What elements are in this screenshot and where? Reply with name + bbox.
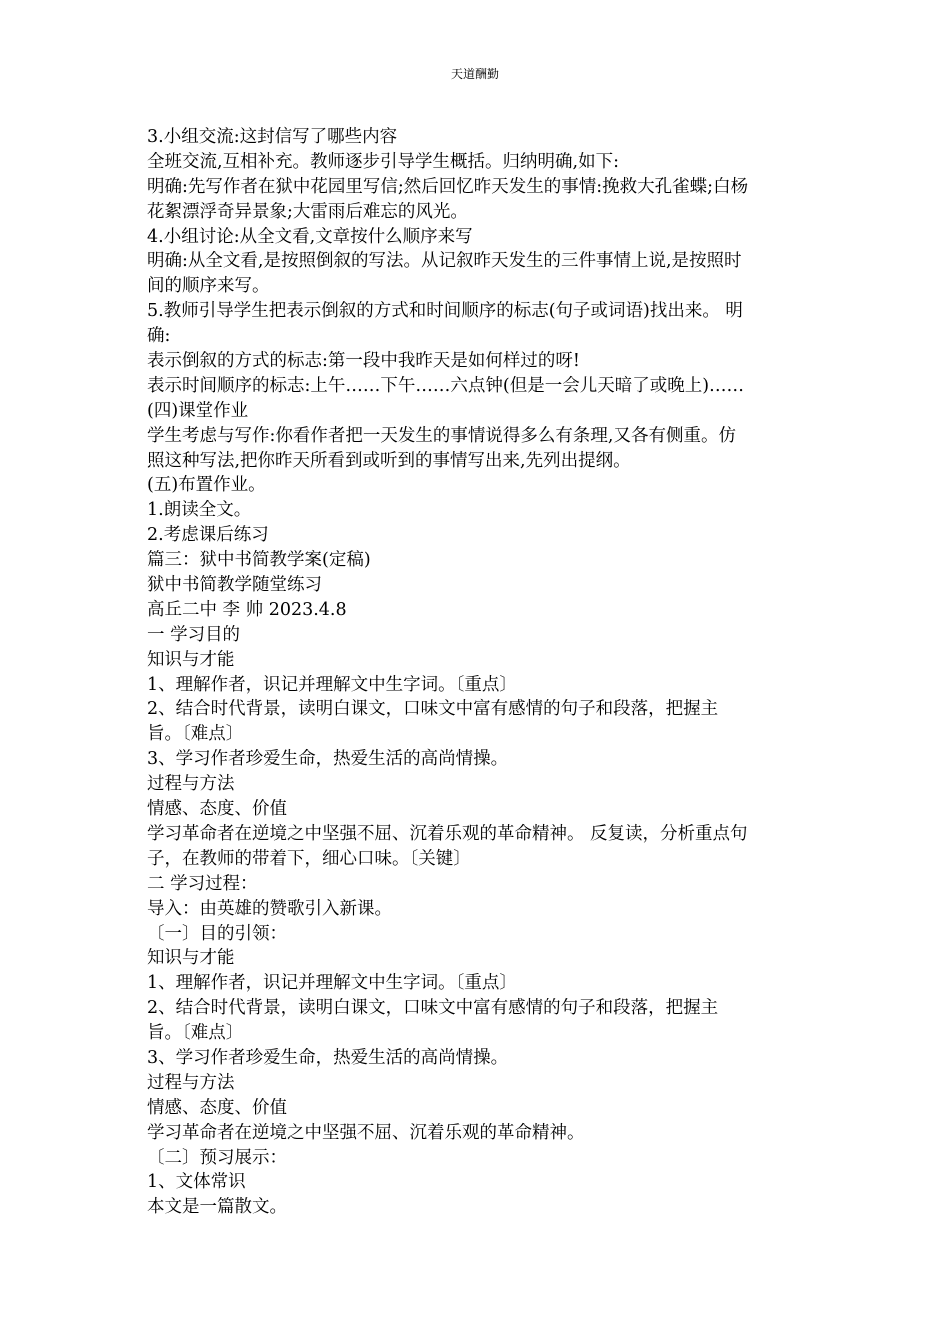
text-line: 学习革命者在逆境之中坚强不屈、沉着乐观的革命精神。 反复读，分析重点句 <box>147 823 748 844</box>
article-title: 篇三：狱中书简教学案(定稿) <box>147 550 371 571</box>
document-body <box>147 125 807 1220</box>
text-line: 本文是一篇散文。 <box>147 1197 287 1218</box>
author-line: 高丘二中 李 帅 2023.4.8 <box>147 599 347 620</box>
text-line: 知识与才能 <box>147 948 235 969</box>
section-heading: 一 学习目的 <box>147 624 241 645</box>
text-line: 旨。〔难点〕 <box>147 1023 244 1044</box>
text-line: 1.朗读全文。 <box>147 500 252 521</box>
section-heading: (四)课堂作业 <box>147 400 249 421</box>
text-line: 1、理解作者，识记并理解文中生字词。〔重点〕 <box>147 674 517 695</box>
text-line: 过程与方法 <box>147 1072 235 1093</box>
text-line: 表示时间顺序的标志:上午……下午……六点钟(但是一会儿天暗了或晚上)…… <box>147 375 745 396</box>
text-line: 学生考虑与写作:你看作者把一天发生的事情说得多么有条理,又各有侧重。仿 <box>147 425 736 446</box>
text-line: 表示倒叙的方式的标志:第一段中我昨天是如何样过的呀! <box>147 351 580 372</box>
text-line: 照这种写法,把你昨天所看到或听到的事情写出来,先列出提纲。 <box>147 450 631 471</box>
text-line: 全班交流,互相补充。教师逐步引导学生概括。归纳明确,如下: <box>147 151 620 172</box>
text-line: 5.教师引导学生把表示倒叙的方式和时间顺序的标志(句子或词语)找出来。 明 <box>147 301 743 322</box>
text-line: 3、学习作者珍爱生命，热爱生活的高尚情操。 <box>147 1047 509 1068</box>
text-line: 1、理解作者，识记并理解文中生字词。〔重点〕 <box>147 973 517 994</box>
text-line: 3、学习作者珍爱生命，热爱生活的高尚情操。 <box>147 749 509 770</box>
section-heading: 〔二〕预习展示： <box>147 1147 287 1168</box>
page-header: 天道酬勤 <box>450 67 499 81</box>
text-line: 花絮漂浮奇异景象;大雷雨后难忘的风光。 <box>147 201 468 222</box>
section-heading: 〔一〕目的引领： <box>147 923 287 944</box>
text-line: 2、结合时代背景，读明白课文，口味文中富有感情的句子和段落，把握主 <box>147 998 719 1019</box>
text-line: 确: <box>147 326 171 347</box>
text-line: 过程与方法 <box>147 774 235 795</box>
section-heading: (五)布置作业。 <box>147 475 266 496</box>
text-line: 情感、态度、价值 <box>147 799 287 820</box>
text-line: 明确:先写作者在狱中花园里写信;然后回忆昨天发生的事情:挽救大孔雀蝶;白杨 <box>147 176 749 197</box>
text-line: 知识与才能 <box>147 649 235 670</box>
text-line: 导入：由英雄的赞歌引入新课。 <box>147 898 392 919</box>
section-heading: 二 学习过程： <box>147 873 258 894</box>
article-subtitle: 狱中书简教学随堂练习 <box>147 575 322 596</box>
text-line: 明确:从全文看,是按照倒叙的写法。从记叙昨天发生的三件事情上说,是按照时 <box>147 251 742 272</box>
text-line: 2、结合时代背景，读明白课文，口味文中富有感情的句子和段落，把握主 <box>147 699 719 720</box>
text-line: 3.小组交流:这封信写了哪些内容 <box>147 127 398 147</box>
text-line: 情感、态度、价值 <box>147 1097 287 1118</box>
text-line: 4.小组讨论:从全文看,文章按什么顺序来写 <box>147 226 473 247</box>
text-line: 子，在教师的带着下，细心口味。〔关键〕 <box>147 848 471 869</box>
text-line: 间的顺序来写。 <box>147 276 270 297</box>
text-line: 2.考虑课后练习 <box>147 525 269 546</box>
text-line: 学习革命者在逆境之中坚强不屈、沉着乐观的革命精神。 <box>147 1122 585 1143</box>
text-line: 旨。〔难点〕 <box>147 724 244 745</box>
text-line: 1、文体常识 <box>147 1172 246 1193</box>
